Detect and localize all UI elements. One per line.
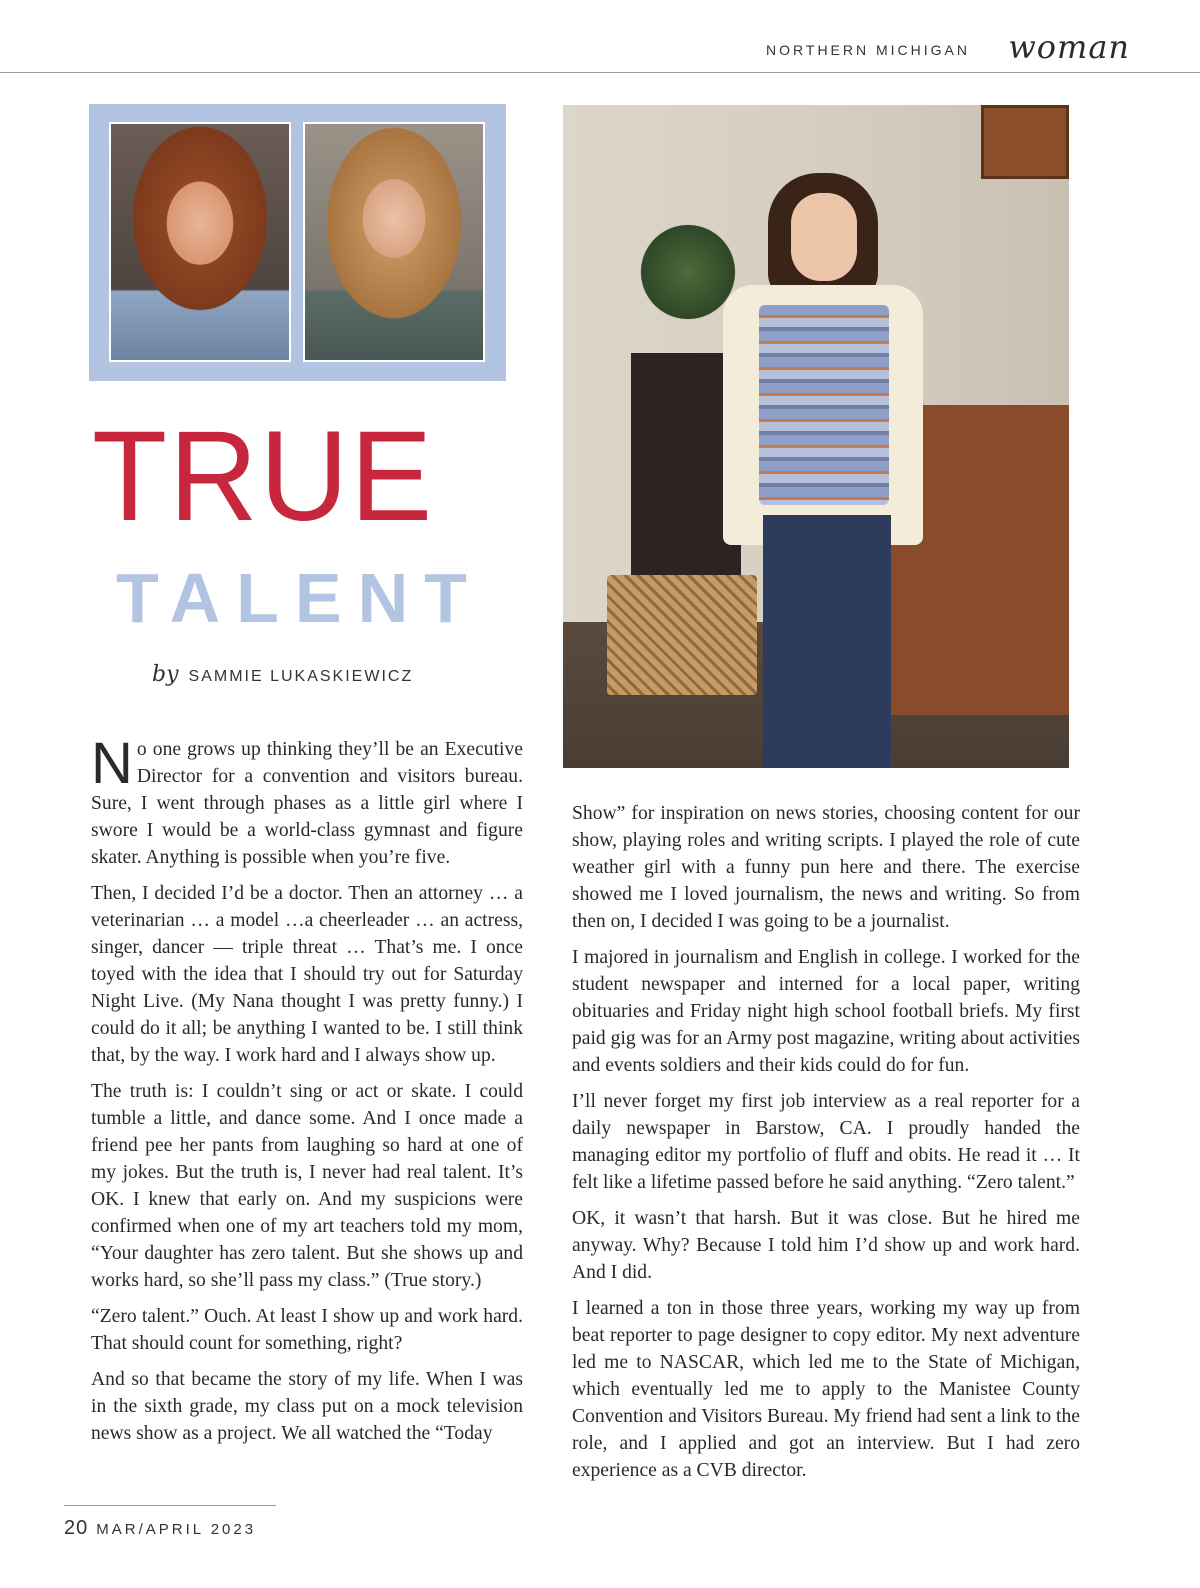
page-number: 20 [64,1517,89,1539]
paragraph: And so that became the story of my life. When I was in the sixth grade, my class put on a mock television news show as a project. We all watched the “Today [91,1369,523,1444]
childhood-portrait-photo [109,122,291,362]
footer-rule [64,1505,276,1506]
byline-prefix: by [152,662,179,687]
paragraph: Then, I decided I’d be a doctor. Then an attorney … a veterinarian … a model …a cheerleader … an actress, singer, dancer — triple threat … That’s me. I once toyed with the idea that I should try out for Saturday Night Live. (My Nana thought I was pretty funny.) I could do it all; be anything I wanted to be. I still think that, by the way. I work hard and I always show up. [91,883,523,1066]
article-column-left [91,731,523,1456]
drop-cap: N [91,731,133,796]
page-header [0,28,1200,74]
title-true: TRUE [92,405,435,548]
paragraph: The truth is: I couldn’t sing or act or skate. I could tumble a little, and dance some. And I once made a friend pee her pants from laughing so hard at one of my jokes. But the truth is, I never had real talent. It’s OK. I knew that early on. And my suspicions were confirmed when one of my art teachers told my mom, “Your daughter has zero talent. But she shows up and works hard, so she’ll pass my class.” (True story.) [91,1081,523,1291]
magazine-name: NORTHERN MICHIGAN [766,42,970,58]
child-sweater-vest [759,305,889,505]
title-talent: TALENT [116,559,483,637]
wall-painting [981,105,1069,179]
author-name: SAMMIE LUKASKIEWICZ [188,668,414,685]
paragraph: No one grows up thinking they’ll be an Executive Director for a convention and visitors bureau. Sure, I went through phases as a little girl where I swore I would be a world-class gymnast and figure skater. Anything is possible when you’re five. [91,731,523,868]
issue-date: MAR/APRIL 2023 [96,1521,257,1538]
paragraph: OK, it wasn’t that harsh. But it was close. But he hired me anyway. Why? Because I told him I’d show up and work hard. And I did. [572,1208,1080,1283]
portrait-frame [89,104,506,381]
page-footer [64,1517,256,1540]
adult-portrait-photo [303,122,485,362]
child-pants [763,515,891,768]
laundry-basket [607,575,757,695]
childhood-full-photo [563,105,1069,768]
header-rule [0,72,1200,73]
paragraph: Show” for inspiration on news stories, choosing content for our show, playing roles and writing scripts. I played the role of cute weather girl with a funny pun here and there. The exercise showed me I loved journalism, the news and writing. So from then on, I decided I was going to be a journalist. [572,803,1080,932]
paragraph: I learned a ton in those three years, working my way up from beat reporter to page designer to copy editor. My next adventure led me to NASCAR, which led me to the State of Michigan, which eventually led me to apply to the Manistee County Convention and Visitors Bureau. My friend had sent a link to the role, and I applied and got an interview. But I had zero experience as a CVB director. [572,1298,1080,1481]
paragraph: I’ll never forget my first job interview as a real reporter for a daily newspaper in Barstow, CA. I proudly handed the managing editor my portfolio of fluff and obits. He read it … It felt like a lifetime passed before he said anything. “Zero talent.” [572,1091,1080,1193]
child-face [791,193,857,281]
magazine-script-logo: woman [1008,28,1130,66]
paragraph: “Zero talent.” Ouch. At least I show up and work hard. That should count for something, right? [91,1306,523,1354]
byline [152,662,413,687]
article-column-right [572,800,1080,1493]
paragraph: I majored in journalism and English in college. I worked for the student newspaper and interned for a local paper, writing obituaries and Friday night high school football briefs. My first paid gig was for an Army post magazine, writing about activities and events soldiers and their kids could do for fun. [572,947,1080,1076]
